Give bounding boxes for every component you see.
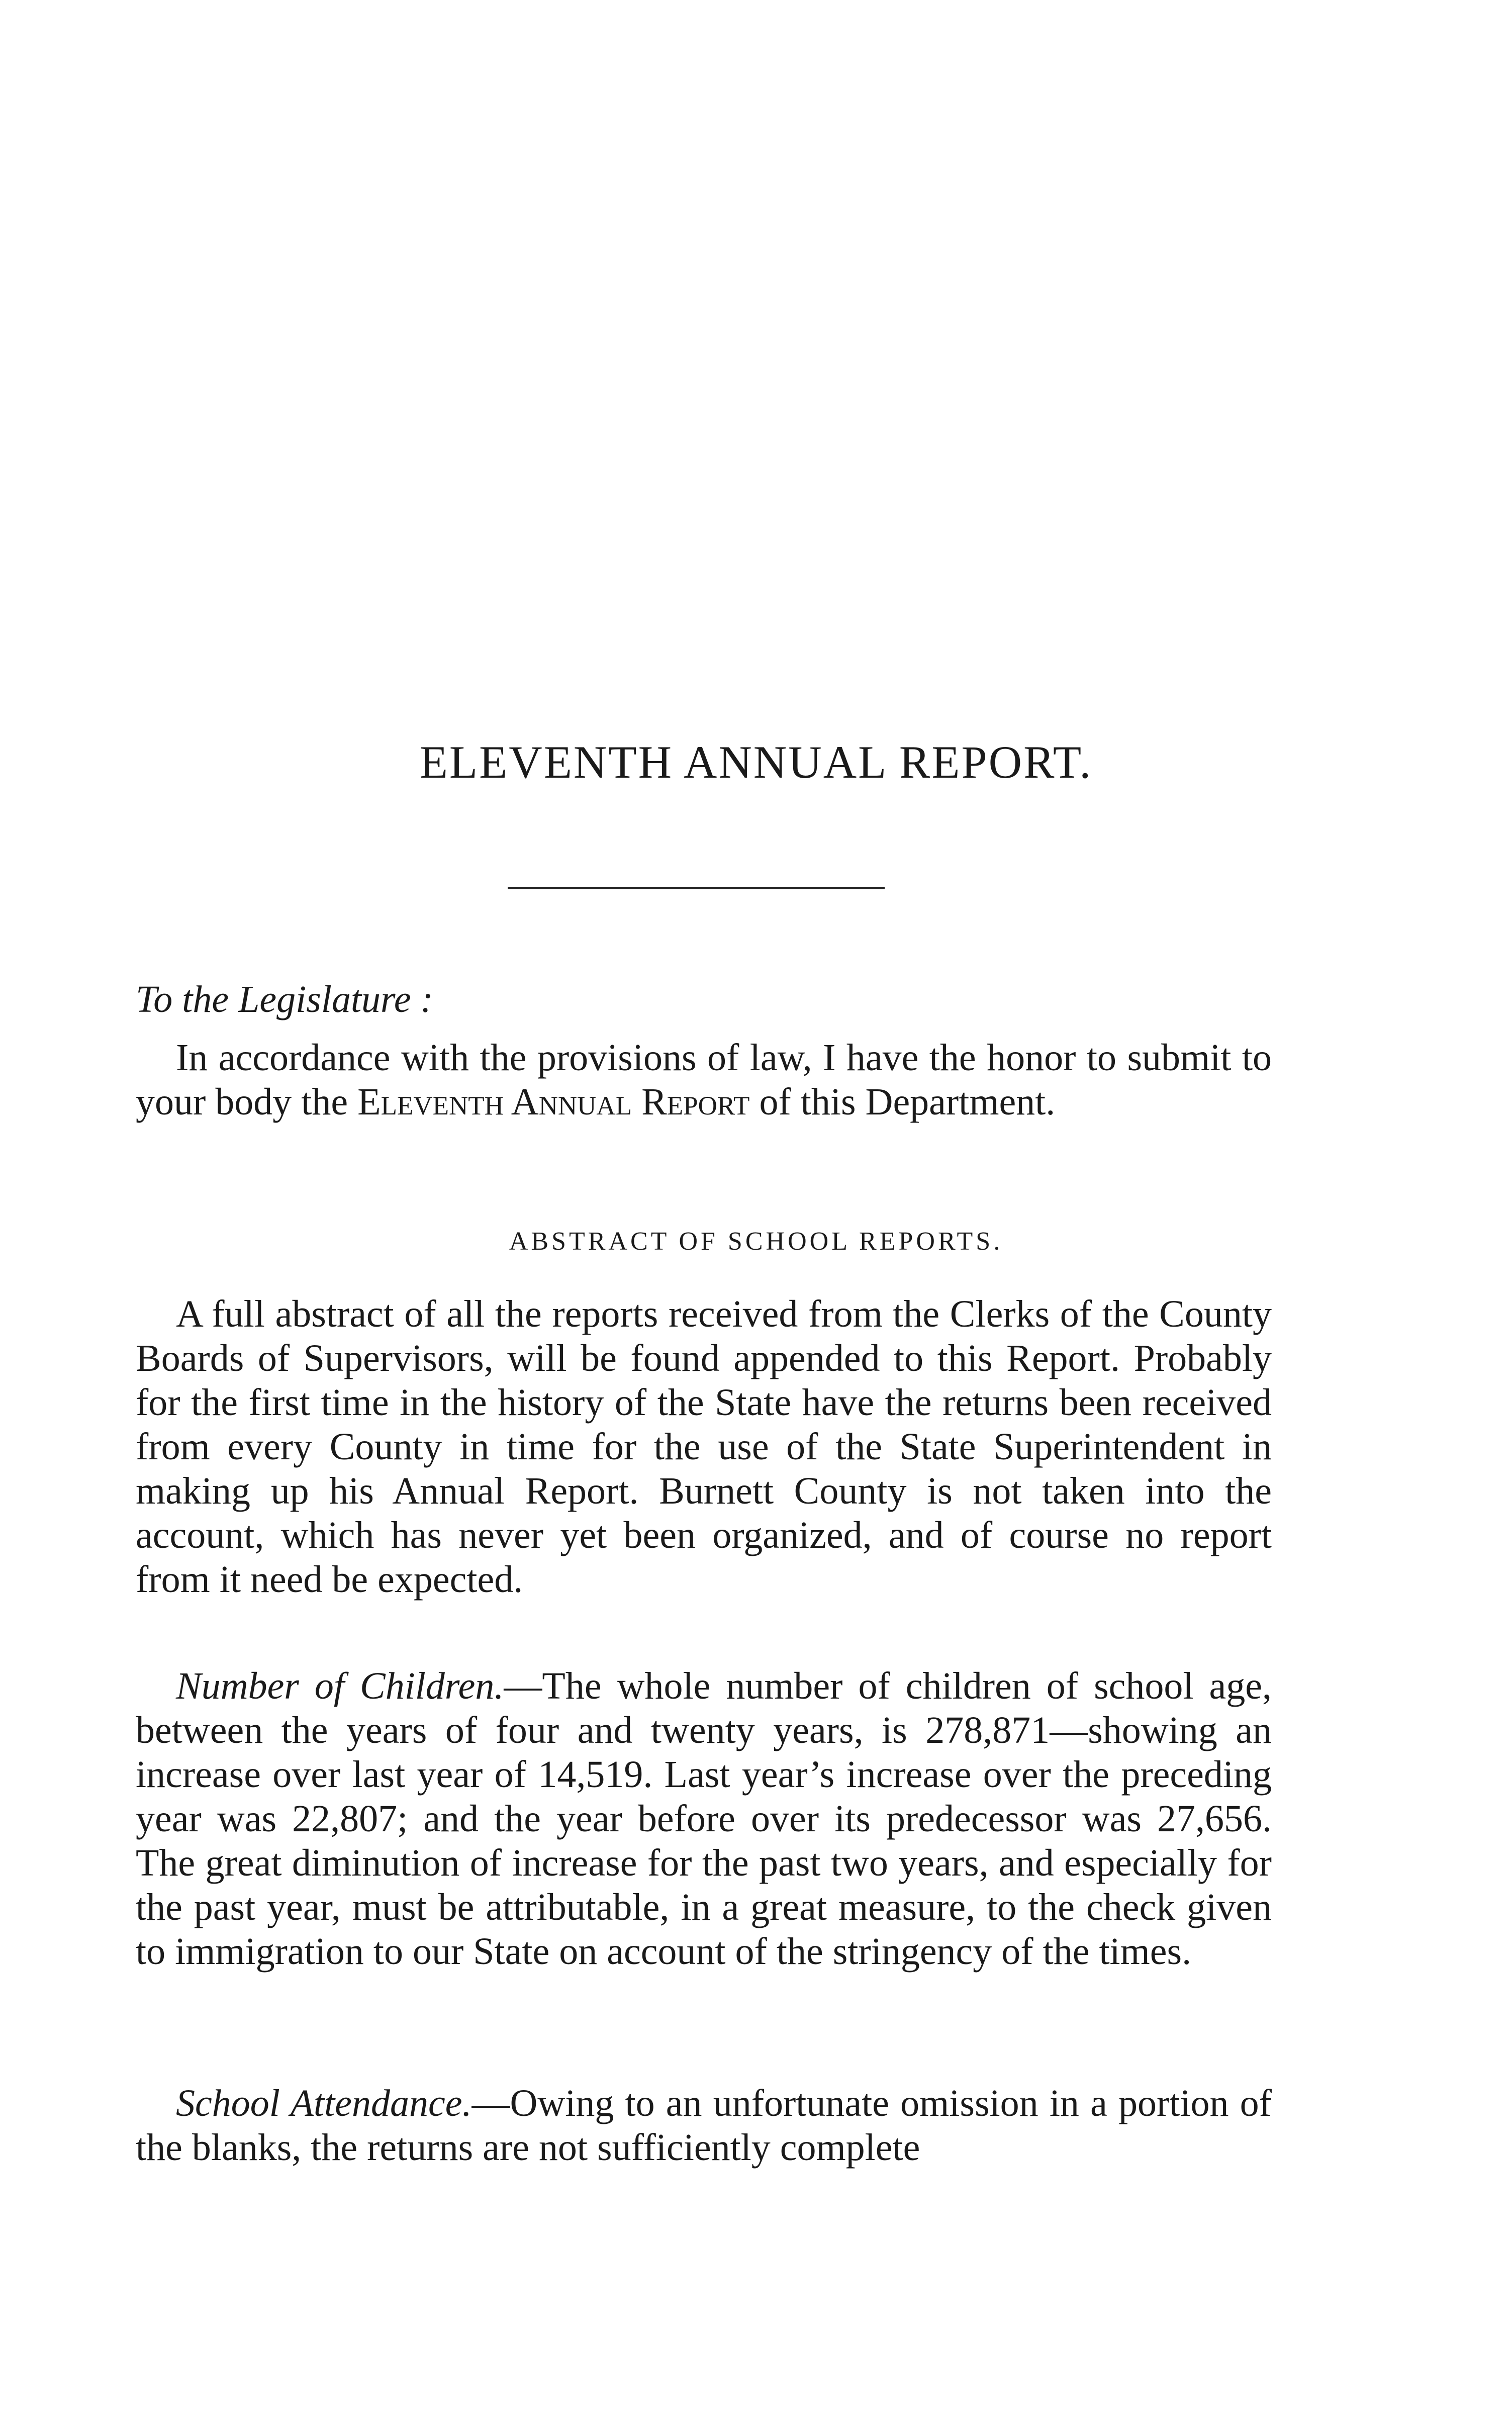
- salutation: To the Legislature :: [136, 978, 433, 1020]
- children-label: Number of Children.: [176, 1665, 504, 1707]
- children-text: —The whole number of children of school age, between the years of four and twenty years, is 278,871—showing an increase over last year of 14,519. Last year’s increase over the preceding year was 22,807; and the year before over its predecessor was 27,656. The great diminution of increase for the past two years, and especially for the past year, must be attributable, in a great measure, to the check given to immigration to our State on account of the stringency of the times.: [136, 1665, 1272, 1973]
- intro-paragraph: [136, 1036, 1272, 1124]
- title-divider: [508, 887, 885, 889]
- attendance-text: —Owing to an unfortunate omission in a portion of the blanks, the returns are not sufficiently complete: [136, 2082, 1272, 2169]
- attendance-paragraph: [136, 2081, 1272, 2170]
- intro-text-before: In accordance with the provisions of law, I have the honor to submit to your body the: [136, 1037, 1272, 1123]
- report-name: Eleventh Annual Report: [357, 1081, 750, 1123]
- attendance-label: School Attendance.: [176, 2082, 472, 2124]
- intro-text-after: of this Department.: [749, 1081, 1056, 1123]
- abstract-paragraph: [136, 1292, 1272, 1602]
- children-paragraph: [136, 1664, 1272, 1974]
- page-title: ELEVENTH ANNUAL REPORT.: [419, 736, 1093, 788]
- abstract-text: A full abstract of all the reports received from the Clerks of the County Boards of Supervisors, will be found appended to this Report. Probably for the first time in the history of the State have the returns been received from every County in time for the use of the State Superintendent in making up his Annual Report. Burnett County is not taken into the account, which has never yet been organized, and of course no report from it need be expected.: [136, 1293, 1272, 1601]
- section-heading: ABSTRACT OF SCHOOL REPORTS.: [509, 1227, 1003, 1256]
